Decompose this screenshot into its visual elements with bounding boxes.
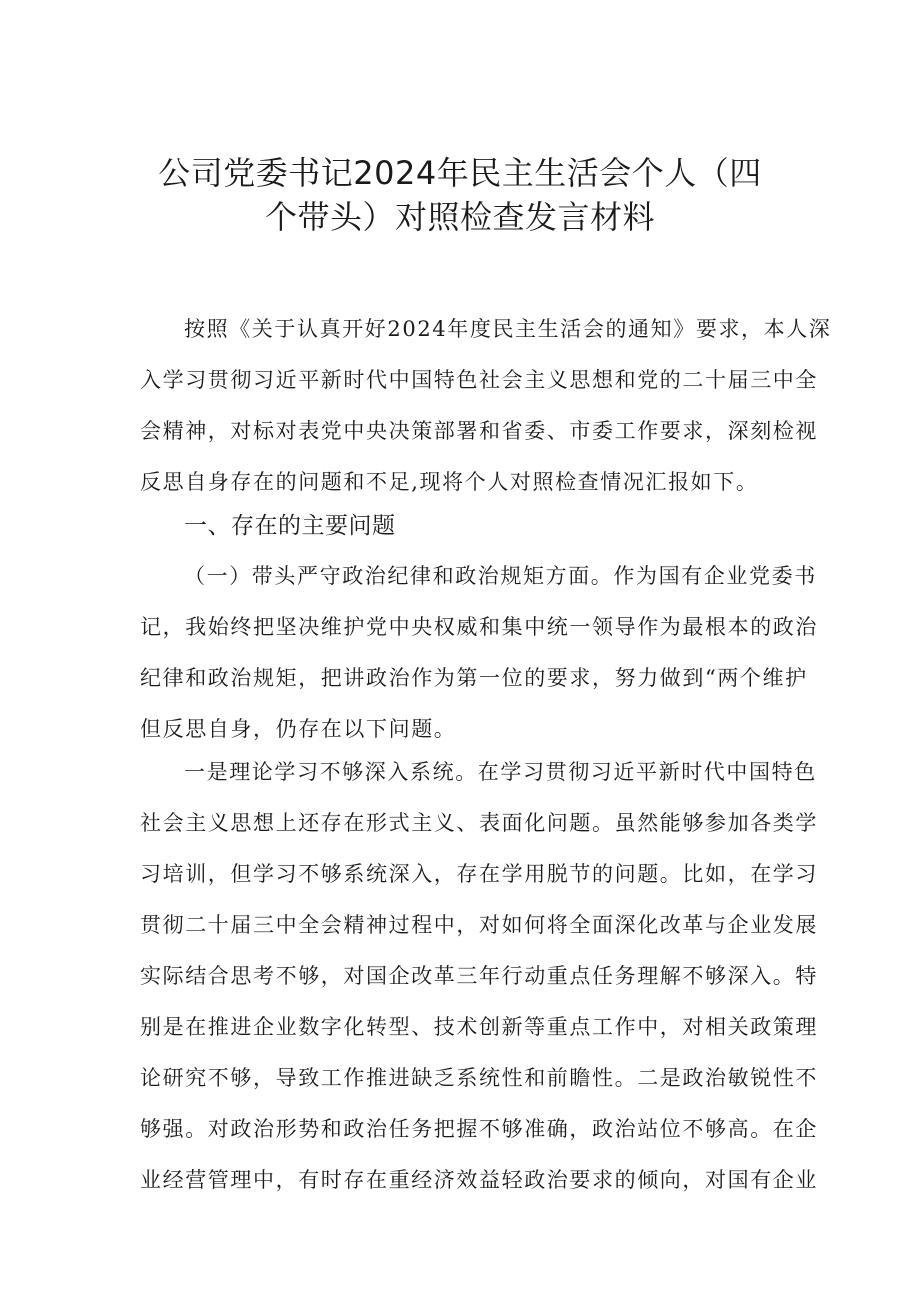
- document-title-line-1: 公司党委书记2024年民主生活会个人（四: [158, 154, 762, 192]
- intro-paragraph: [140, 304, 832, 508]
- paragraph-line: （一）带头严守政治纪律和政治规矩方面。作为国有企业党委书: [184, 564, 817, 588]
- paragraph-line: 社会主义思想上还存在形式主义、表面化问题。虽然能够参加各类学: [140, 811, 818, 835]
- paragraph-line: 业经营管理中，有时存在重经济效益轻政治要求的倾向，对国有企业: [140, 1168, 818, 1192]
- paragraph-line: 反思自身存在的问题和不足,现将个人对照检查情况汇报如下。: [140, 470, 759, 494]
- subsection-paragraph: [140, 551, 818, 755]
- paragraph-line: 记，我始终把坚决维护党中央权威和集中统一领导作为最根本的政治: [140, 615, 818, 639]
- paragraph-line: 纪律和政治规矩，把讲政治作为第一位的要求，努力做到“两个维护: [140, 666, 808, 690]
- document-title-line-2: 个带头）对照检查发言材料: [264, 198, 655, 236]
- paragraph-line: 会精神，对标对表党中央决策部署和省委、市委工作要求，深刻检视: [140, 419, 818, 443]
- paragraph-line: 论研究不够，导致工作推进缺乏系统性和前瞻性。二是政治敏锐性不: [140, 1066, 818, 1090]
- paragraph-line: 按照《关于认真开好2024年度民主生活会的通知》要求，本人深: [184, 317, 832, 341]
- paragraph-line: 但反思自身，仍存在以下问题。: [140, 717, 457, 741]
- section-heading: 一、存在的主要问题: [184, 513, 396, 539]
- paragraph-line: 实际结合思考不够，对国企改革三年行动重点任务理解不够深入。特: [140, 964, 818, 988]
- paragraph-line: 贯彻二十届三中全会精神过程中，对如何将全面深化改革与企业发展: [140, 913, 818, 937]
- issue-paragraph: [140, 747, 818, 1206]
- paragraph-line: 习培训，但学习不够系统深入，存在学用脱节的问题。比如，在学习: [140, 862, 818, 886]
- paragraph-line: 一是理论学习不够深入系统。在学习贯彻习近平新时代中国特色: [184, 760, 817, 784]
- paragraph-line: 别是在推进企业数字化转型、技术创新等重点工作中，对相关政策理: [140, 1015, 818, 1039]
- paragraph-line: 入学习贯彻习近平新时代中国特色社会主义思想和党的二十届三中全: [140, 368, 818, 392]
- paragraph-line: 够强。对政治形势和政治任务把握不够准确，政治站位不够高。在企: [140, 1117, 818, 1141]
